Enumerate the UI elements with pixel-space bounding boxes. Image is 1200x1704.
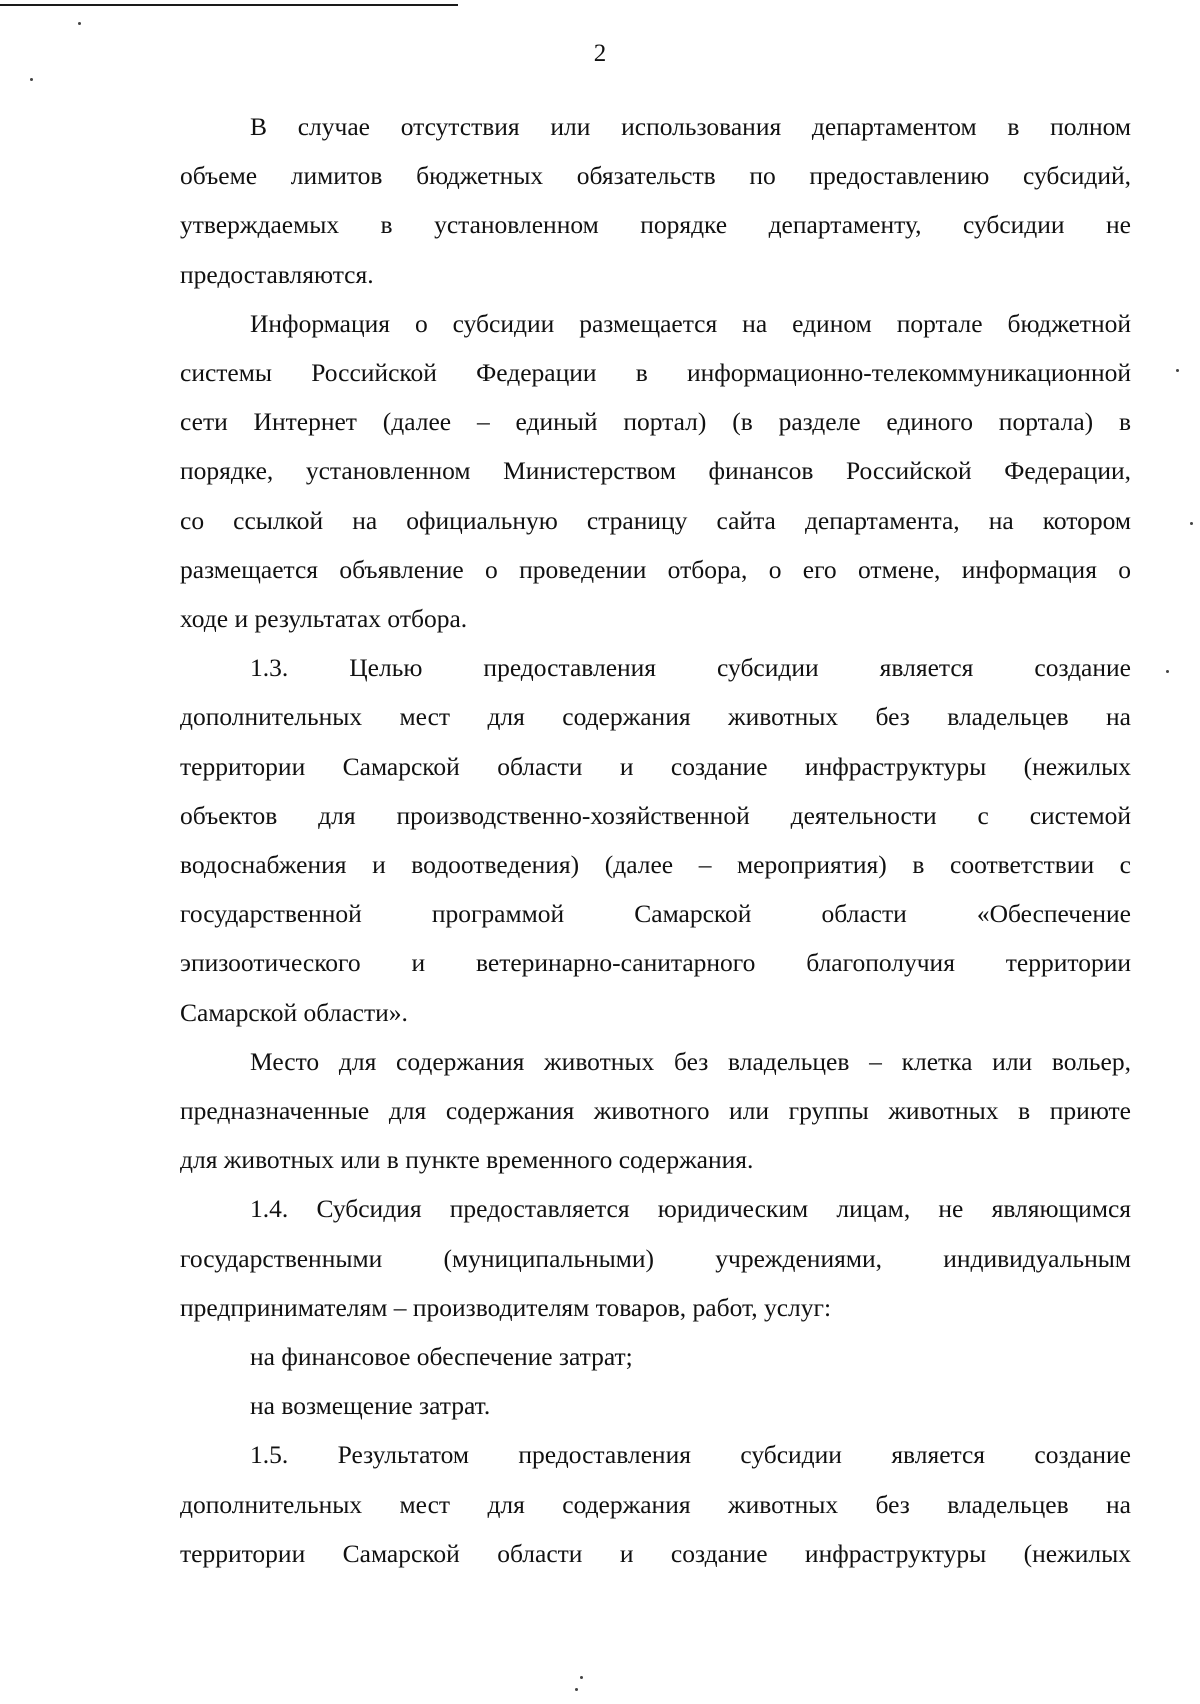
text-line: размещается объявление о проведении отбора, о его отмене, информация о (180, 554, 1131, 584)
text-line: предназначенные для содержания животного или группы животных в приюте (180, 1096, 1131, 1126)
text-line: на финансовое обеспечение затрат; (250, 1342, 633, 1372)
text-line: объектов для производственно-хозяйственной деятельности с системой (180, 800, 1131, 830)
scan-speck (580, 1676, 583, 1679)
text-line: территории Самарской области и создание инфраструктуры (нежилых (180, 1538, 1131, 1568)
text-line: 1.4. Субсидия предоставляется юридическим лицам, не являющимся (250, 1194, 1131, 1224)
text-line: предоставляются. (180, 259, 374, 289)
text-line: Самарской области». (180, 997, 408, 1027)
paragraph (180, 299, 1131, 643)
text-line: ходе и результатах отбора. (180, 604, 468, 634)
scan-speck (30, 78, 33, 81)
text-line: водоснабжения и водоотведения) (далее – мероприятия) в соответствии с (180, 850, 1131, 880)
paragraph (180, 1037, 1131, 1185)
text-line: на возмещение затрат. (250, 1391, 491, 1421)
scan-speck (575, 1688, 578, 1691)
paragraph (180, 1332, 1131, 1381)
text-line: 1.3. Целью предоставления субсидии является создание (250, 653, 1131, 683)
text-line: государственными (муниципальными) учреждениями, индивидуальным (180, 1243, 1131, 1273)
scan-speck (1176, 369, 1179, 372)
text-line: со ссылкой на официальную страницу сайта департамента, на котором (180, 505, 1131, 535)
paragraph (180, 1184, 1131, 1332)
top-edge-rule (0, 4, 458, 6)
paragraph (180, 1430, 1131, 1578)
text-line: 1.5. Результатом предоставления субсидии является создание (250, 1440, 1131, 1470)
paragraph (180, 102, 1131, 299)
text-line: порядке, установленном Министерством финансов Российской Федерации, (180, 456, 1131, 486)
text-line: сети Интернет (далее – единый портал) (в разделе единого портала) в (180, 407, 1131, 437)
scan-speck (1166, 670, 1169, 673)
text-line: Место для содержания животных без владельцев – клетка или вольер, (250, 1046, 1131, 1076)
text-line: эпизоотического и ветеринарно-санитарного благополучия территории (180, 948, 1131, 978)
paragraph (180, 1381, 1131, 1430)
text-line: Информация о субсидии размещается на едином портале бюджетной (250, 308, 1131, 338)
text-line: объеме лимитов бюджетных обязательств по предоставлению субсидий, (180, 161, 1131, 191)
document-body (180, 102, 1131, 1578)
page-number: 2 (593, 40, 607, 67)
scan-speck (1190, 522, 1193, 525)
text-line: предпринимателям – производителям товаров, работ, услуг: (180, 1292, 832, 1322)
text-line: дополнительных мест для содержания животных без владельцев на (180, 702, 1131, 732)
text-line: дополнительных мест для содержания животных без владельцев на (180, 1489, 1131, 1519)
text-line: государственной программой Самарской области «Обеспечение (180, 899, 1131, 929)
text-line: для животных или в пункте временного содержания. (180, 1145, 754, 1175)
text-line: В случае отсутствия или использования департаментом в полном (250, 112, 1131, 141)
text-line: системы Российской Федерации в информационно-телекоммуникационной (180, 358, 1131, 388)
text-line: территории Самарской области и создание инфраструктуры (нежилых (180, 751, 1131, 781)
paragraph (180, 643, 1131, 1037)
text-line: утверждаемых в установленном порядке департаменту, субсидии не (180, 210, 1131, 240)
scan-speck (78, 22, 81, 25)
